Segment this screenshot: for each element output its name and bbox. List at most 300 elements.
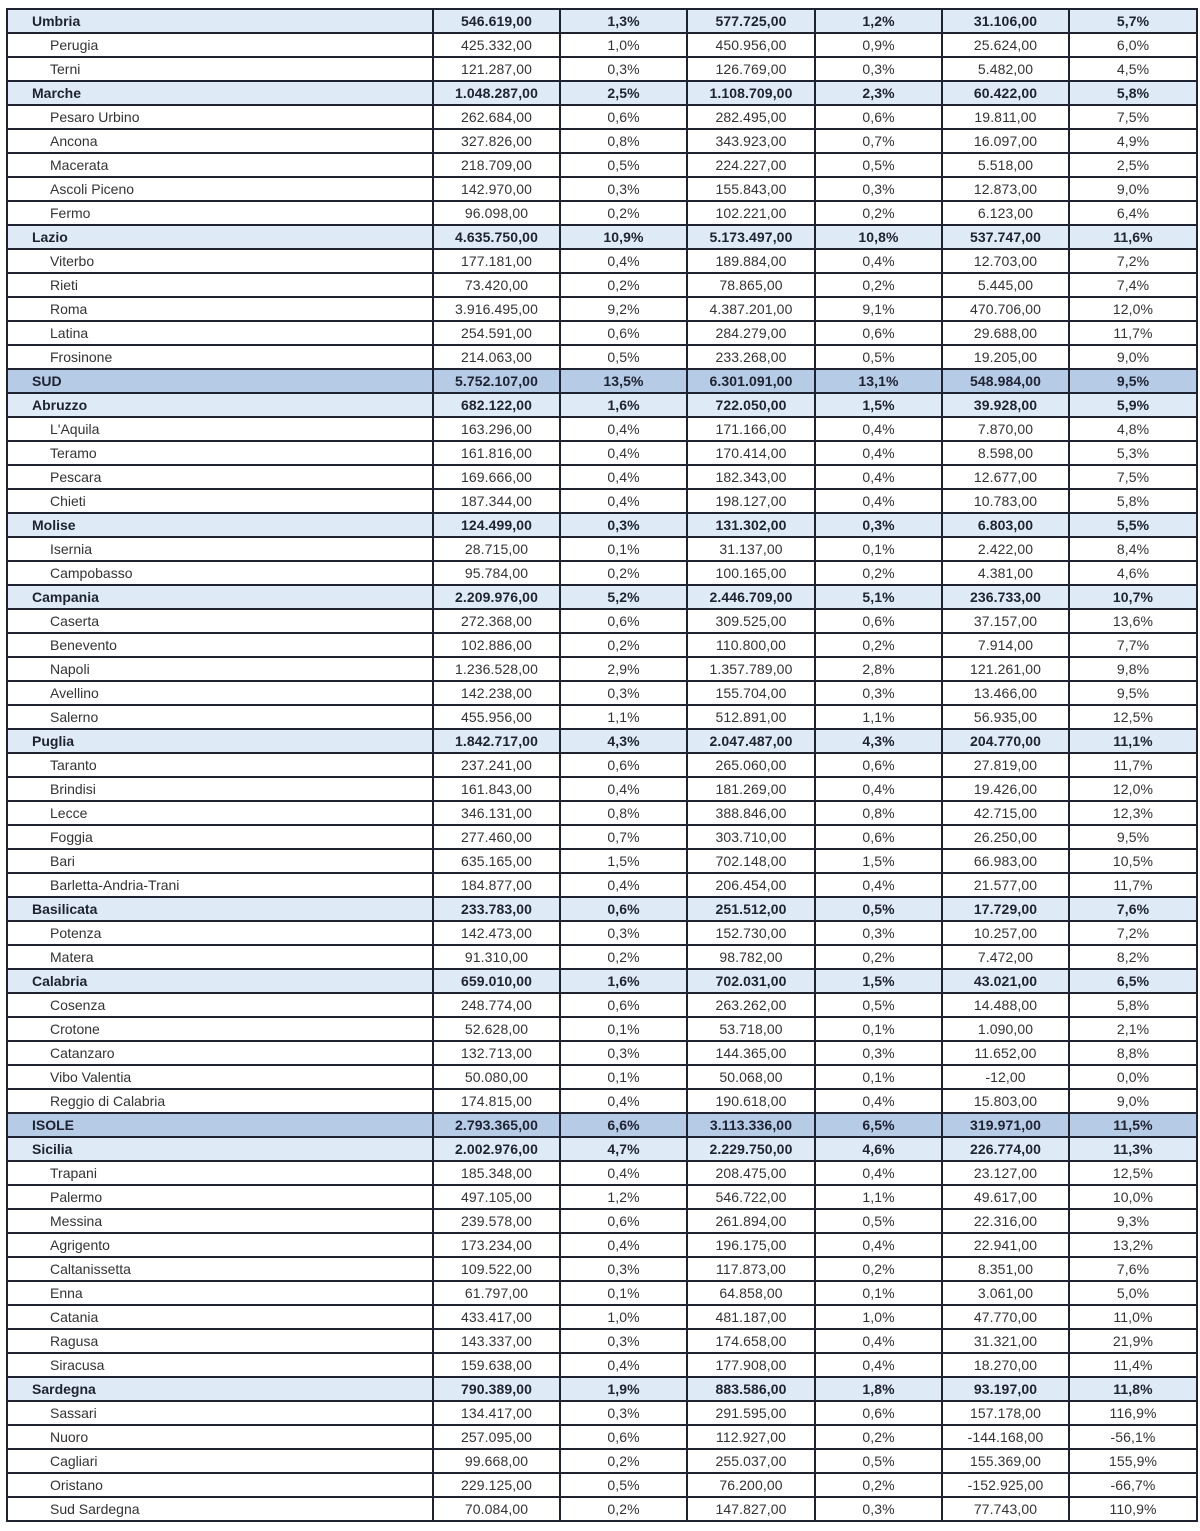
variation-percent-cell: 6,4% [1069, 201, 1197, 225]
value-2-cell: 343.923,00 [687, 129, 815, 153]
share-1-cell: 13,5% [560, 369, 687, 393]
area-name-cell: Sassari [7, 1401, 433, 1425]
area-name-cell: Sicilia [7, 1137, 433, 1161]
share-1-cell: 1,0% [560, 33, 687, 57]
value-1-cell: 96.098,00 [433, 201, 560, 225]
difference-cell: -152.925,00 [942, 1473, 1069, 1497]
variation-percent-cell: 5,9% [1069, 393, 1197, 417]
value-1-cell: 99.668,00 [433, 1449, 560, 1473]
value-1-cell: 497.105,00 [433, 1185, 560, 1209]
province-row [7, 441, 1197, 465]
difference-cell: 319.971,00 [942, 1113, 1069, 1137]
difference-cell: 66.983,00 [942, 849, 1069, 873]
region-row [7, 225, 1197, 249]
value-2-cell: 78.865,00 [687, 273, 815, 297]
share-1-cell: 0,2% [560, 201, 687, 225]
province-row [7, 1401, 1197, 1425]
area-name-cell: SUD [7, 369, 433, 393]
value-2-cell: 722.050,00 [687, 393, 815, 417]
share-1-cell: 0,4% [560, 873, 687, 897]
province-row [7, 1449, 1197, 1473]
share-2-cell: 0,5% [815, 897, 942, 921]
difference-cell: -12,00 [942, 1065, 1069, 1089]
share-2-cell: 0,4% [815, 489, 942, 513]
province-row [7, 201, 1197, 225]
share-1-cell: 2,9% [560, 657, 687, 681]
area-name-cell: Crotone [7, 1017, 433, 1041]
difference-cell: 10.783,00 [942, 489, 1069, 513]
share-2-cell: 0,6% [815, 609, 942, 633]
value-2-cell: 251.512,00 [687, 897, 815, 921]
difference-cell: 77.743,00 [942, 1497, 1069, 1521]
share-2-cell: 10,8% [815, 225, 942, 249]
value-1-cell: 682.122,00 [433, 393, 560, 417]
share-2-cell: 0,5% [815, 993, 942, 1017]
area-name-cell: Basilicata [7, 897, 433, 921]
difference-cell: 1.090,00 [942, 1017, 1069, 1041]
difference-cell: 12.873,00 [942, 177, 1069, 201]
share-2-cell: 0,4% [815, 777, 942, 801]
difference-cell: 470.706,00 [942, 297, 1069, 321]
area-name-cell: Campania [7, 585, 433, 609]
share-2-cell: 0,2% [815, 1257, 942, 1281]
share-2-cell: 1,8% [815, 1377, 942, 1401]
difference-cell: 226.774,00 [942, 1137, 1069, 1161]
value-2-cell: 174.658,00 [687, 1329, 815, 1353]
value-2-cell: 208.475,00 [687, 1161, 815, 1185]
value-2-cell: 1.108.709,00 [687, 81, 815, 105]
value-2-cell: 303.710,00 [687, 825, 815, 849]
area-name-cell: Sardegna [7, 1377, 433, 1401]
share-2-cell: 1,0% [815, 1305, 942, 1329]
value-1-cell: 239.578,00 [433, 1209, 560, 1233]
share-1-cell: 6,6% [560, 1113, 687, 1137]
value-1-cell: 237.241,00 [433, 753, 560, 777]
variation-percent-cell: 9,5% [1069, 369, 1197, 393]
variation-percent-cell: 5,8% [1069, 993, 1197, 1017]
value-2-cell: 190.618,00 [687, 1089, 815, 1113]
difference-cell: 5.445,00 [942, 273, 1069, 297]
variation-percent-cell: 0,0% [1069, 1065, 1197, 1089]
difference-cell: 17.729,00 [942, 897, 1069, 921]
share-1-cell: 0,5% [560, 1473, 687, 1497]
variation-percent-cell: 13,2% [1069, 1233, 1197, 1257]
variation-percent-cell: 13,6% [1069, 609, 1197, 633]
variation-percent-cell: 4,6% [1069, 561, 1197, 585]
area-name-cell: Puglia [7, 729, 433, 753]
value-2-cell: 181.269,00 [687, 777, 815, 801]
share-2-cell: 0,9% [815, 33, 942, 57]
area-name-cell: Terni [7, 57, 433, 81]
share-1-cell: 9,2% [560, 297, 687, 321]
difference-cell: 31.321,00 [942, 1329, 1069, 1353]
province-row [7, 921, 1197, 945]
value-1-cell: 159.638,00 [433, 1353, 560, 1377]
variation-percent-cell: 5,5% [1069, 513, 1197, 537]
share-1-cell: 0,3% [560, 681, 687, 705]
area-name-cell: Isernia [7, 537, 433, 561]
share-1-cell: 4,7% [560, 1137, 687, 1161]
area-name-cell: Molise [7, 513, 433, 537]
province-row [7, 705, 1197, 729]
share-2-cell: 0,4% [815, 1233, 942, 1257]
value-1-cell: 254.591,00 [433, 321, 560, 345]
value-1-cell: 546.619,00 [433, 9, 560, 33]
value-2-cell: 206.454,00 [687, 873, 815, 897]
area-name-cell: Chieti [7, 489, 433, 513]
region-row [7, 1377, 1197, 1401]
difference-cell: 6.123,00 [942, 201, 1069, 225]
region-row [7, 81, 1197, 105]
variation-percent-cell: 110,9% [1069, 1497, 1197, 1521]
area-name-cell: Teramo [7, 441, 433, 465]
share-1-cell: 0,2% [560, 1497, 687, 1521]
value-1-cell: 455.956,00 [433, 705, 560, 729]
share-2-cell: 0,4% [815, 249, 942, 273]
province-row [7, 1257, 1197, 1281]
variation-percent-cell: 11,0% [1069, 1305, 1197, 1329]
share-2-cell: 0,6% [815, 1401, 942, 1425]
share-2-cell: 0,3% [815, 513, 942, 537]
share-2-cell: 0,2% [815, 1473, 942, 1497]
difference-cell: 27.819,00 [942, 753, 1069, 777]
value-2-cell: 131.302,00 [687, 513, 815, 537]
area-name-cell: Napoli [7, 657, 433, 681]
share-2-cell: 1,5% [815, 393, 942, 417]
value-2-cell: 450.956,00 [687, 33, 815, 57]
value-2-cell: 112.927,00 [687, 1425, 815, 1449]
area-name-cell: Abruzzo [7, 393, 433, 417]
share-1-cell: 1,6% [560, 393, 687, 417]
difference-cell: 93.197,00 [942, 1377, 1069, 1401]
area-name-cell: Latina [7, 321, 433, 345]
share-1-cell: 0,6% [560, 897, 687, 921]
value-2-cell: 126.769,00 [687, 57, 815, 81]
value-2-cell: 481.187,00 [687, 1305, 815, 1329]
variation-percent-cell: 9,0% [1069, 1089, 1197, 1113]
province-row [7, 321, 1197, 345]
value-1-cell: 185.348,00 [433, 1161, 560, 1185]
share-1-cell: 0,7% [560, 825, 687, 849]
area-name-cell: ISOLE [7, 1113, 433, 1137]
share-1-cell: 1,6% [560, 969, 687, 993]
value-2-cell: 155.704,00 [687, 681, 815, 705]
difference-cell: 8.598,00 [942, 441, 1069, 465]
area-name-cell: Nuoro [7, 1425, 433, 1449]
difference-cell: 14.488,00 [942, 993, 1069, 1017]
area-name-cell: Benevento [7, 633, 433, 657]
value-2-cell: 512.891,00 [687, 705, 815, 729]
province-row [7, 33, 1197, 57]
share-2-cell: 4,6% [815, 1137, 942, 1161]
value-2-cell: 189.884,00 [687, 249, 815, 273]
region-row [7, 513, 1197, 537]
share-2-cell: 2,8% [815, 657, 942, 681]
area-name-cell: Lazio [7, 225, 433, 249]
province-row [7, 1497, 1197, 1521]
value-1-cell: 2.793.365,00 [433, 1113, 560, 1137]
variation-percent-cell: 11,8% [1069, 1377, 1197, 1401]
share-1-cell: 0,6% [560, 321, 687, 345]
value-2-cell: 883.586,00 [687, 1377, 815, 1401]
value-1-cell: 214.063,00 [433, 345, 560, 369]
share-1-cell: 1,1% [560, 705, 687, 729]
area-name-cell: Taranto [7, 753, 433, 777]
value-1-cell: 1.842.717,00 [433, 729, 560, 753]
share-2-cell: 0,6% [815, 753, 942, 777]
value-1-cell: 95.784,00 [433, 561, 560, 585]
variation-percent-cell: 11,3% [1069, 1137, 1197, 1161]
difference-cell: 548.984,00 [942, 369, 1069, 393]
difference-cell: 13.466,00 [942, 681, 1069, 705]
variation-percent-cell: -56,1% [1069, 1425, 1197, 1449]
variation-percent-cell: 10,7% [1069, 585, 1197, 609]
difference-cell: 121.261,00 [942, 657, 1069, 681]
difference-cell: 60.422,00 [942, 81, 1069, 105]
value-1-cell: 91.310,00 [433, 945, 560, 969]
difference-cell: 18.270,00 [942, 1353, 1069, 1377]
area-name-cell: Oristano [7, 1473, 433, 1497]
province-row [7, 1353, 1197, 1377]
share-1-cell: 0,3% [560, 1329, 687, 1353]
area-name-cell: Cosenza [7, 993, 433, 1017]
share-2-cell: 0,2% [815, 201, 942, 225]
value-1-cell: 132.713,00 [433, 1041, 560, 1065]
value-1-cell: 184.877,00 [433, 873, 560, 897]
difference-cell: 22.941,00 [942, 1233, 1069, 1257]
province-row [7, 57, 1197, 81]
share-2-cell: 0,4% [815, 441, 942, 465]
variation-percent-cell: 2,5% [1069, 153, 1197, 177]
value-1-cell: 173.234,00 [433, 1233, 560, 1257]
value-1-cell: 659.010,00 [433, 969, 560, 993]
value-1-cell: 52.628,00 [433, 1017, 560, 1041]
area-name-cell: Ancona [7, 129, 433, 153]
share-2-cell: 0,6% [815, 321, 942, 345]
share-2-cell: 0,5% [815, 345, 942, 369]
share-1-cell: 0,3% [560, 177, 687, 201]
share-2-cell: 0,4% [815, 873, 942, 897]
difference-cell: 23.127,00 [942, 1161, 1069, 1185]
variation-percent-cell: 5,8% [1069, 489, 1197, 513]
variation-percent-cell: 7,6% [1069, 897, 1197, 921]
variation-percent-cell: 7,4% [1069, 273, 1197, 297]
value-1-cell: 233.783,00 [433, 897, 560, 921]
difference-cell: 16.097,00 [942, 129, 1069, 153]
share-1-cell: 1,3% [560, 9, 687, 33]
difference-cell: 12.677,00 [942, 465, 1069, 489]
value-2-cell: 284.279,00 [687, 321, 815, 345]
province-row [7, 1041, 1197, 1065]
area-name-cell: Umbria [7, 9, 433, 33]
share-1-cell: 0,6% [560, 1425, 687, 1449]
value-2-cell: 1.357.789,00 [687, 657, 815, 681]
share-2-cell: 0,3% [815, 681, 942, 705]
province-row [7, 417, 1197, 441]
share-2-cell: 0,6% [815, 105, 942, 129]
difference-cell: 22.316,00 [942, 1209, 1069, 1233]
variation-percent-cell: 11,7% [1069, 753, 1197, 777]
value-2-cell: 152.730,00 [687, 921, 815, 945]
share-2-cell: 13,1% [815, 369, 942, 393]
difference-cell: 7.914,00 [942, 633, 1069, 657]
difference-cell: 236.733,00 [942, 585, 1069, 609]
share-1-cell: 0,3% [560, 57, 687, 81]
share-2-cell: 0,2% [815, 945, 942, 969]
province-row [7, 609, 1197, 633]
share-1-cell: 0,3% [560, 1401, 687, 1425]
value-1-cell: 28.715,00 [433, 537, 560, 561]
share-1-cell: 1,0% [560, 1305, 687, 1329]
difference-cell: 157.178,00 [942, 1401, 1069, 1425]
share-2-cell: 1,5% [815, 849, 942, 873]
share-1-cell: 0,1% [560, 1017, 687, 1041]
value-1-cell: 327.826,00 [433, 129, 560, 153]
value-1-cell: 4.635.750,00 [433, 225, 560, 249]
value-1-cell: 3.916.495,00 [433, 297, 560, 321]
value-2-cell: 224.227,00 [687, 153, 815, 177]
share-2-cell: 0,5% [815, 153, 942, 177]
value-1-cell: 61.797,00 [433, 1281, 560, 1305]
difference-cell: 47.770,00 [942, 1305, 1069, 1329]
share-2-cell: 0,3% [815, 57, 942, 81]
variation-percent-cell: 12,0% [1069, 297, 1197, 321]
variation-percent-cell: 11,7% [1069, 321, 1197, 345]
province-row [7, 1281, 1197, 1305]
variation-percent-cell: 116,9% [1069, 1401, 1197, 1425]
share-1-cell: 0,5% [560, 345, 687, 369]
difference-cell: 537.747,00 [942, 225, 1069, 249]
value-1-cell: 277.460,00 [433, 825, 560, 849]
share-1-cell: 0,2% [560, 1449, 687, 1473]
share-2-cell: 0,5% [815, 1209, 942, 1233]
value-1-cell: 102.886,00 [433, 633, 560, 657]
value-1-cell: 169.666,00 [433, 465, 560, 489]
area-name-cell: Caserta [7, 609, 433, 633]
share-2-cell: 0,3% [815, 921, 942, 945]
share-1-cell: 0,4% [560, 465, 687, 489]
province-row [7, 873, 1197, 897]
variation-percent-cell: 7,5% [1069, 105, 1197, 129]
province-row [7, 1425, 1197, 1449]
value-1-cell: 1.236.528,00 [433, 657, 560, 681]
province-row [7, 753, 1197, 777]
province-row [7, 465, 1197, 489]
difference-cell: 10.257,00 [942, 921, 1069, 945]
province-row [7, 633, 1197, 657]
value-2-cell: 76.200,00 [687, 1473, 815, 1497]
value-2-cell: 4.387.201,00 [687, 297, 815, 321]
share-2-cell: 0,2% [815, 633, 942, 657]
variation-percent-cell: 4,8% [1069, 417, 1197, 441]
difference-cell: 155.369,00 [942, 1449, 1069, 1473]
value-1-cell: 790.389,00 [433, 1377, 560, 1401]
value-2-cell: 2.229.750,00 [687, 1137, 815, 1161]
share-1-cell: 0,6% [560, 609, 687, 633]
variation-percent-cell: 155,9% [1069, 1449, 1197, 1473]
value-2-cell: 110.800,00 [687, 633, 815, 657]
value-1-cell: 161.816,00 [433, 441, 560, 465]
value-1-cell: 433.417,00 [433, 1305, 560, 1329]
variation-percent-cell: 4,5% [1069, 57, 1197, 81]
data-table [6, 8, 1198, 1522]
value-2-cell: 255.037,00 [687, 1449, 815, 1473]
area-name-cell: Catanzaro [7, 1041, 433, 1065]
value-1-cell: 262.684,00 [433, 105, 560, 129]
variation-percent-cell: 6,5% [1069, 969, 1197, 993]
province-row [7, 993, 1197, 1017]
area-name-cell: L'Aquila [7, 417, 433, 441]
difference-cell: 56.935,00 [942, 705, 1069, 729]
variation-percent-cell: 12,5% [1069, 705, 1197, 729]
variation-percent-cell: 9,3% [1069, 1209, 1197, 1233]
share-2-cell: 0,1% [815, 1065, 942, 1089]
share-1-cell: 0,1% [560, 1281, 687, 1305]
variation-percent-cell: 9,0% [1069, 177, 1197, 201]
difference-cell: 42.715,00 [942, 801, 1069, 825]
value-1-cell: 346.131,00 [433, 801, 560, 825]
value-2-cell: 702.031,00 [687, 969, 815, 993]
value-1-cell: 177.181,00 [433, 249, 560, 273]
share-1-cell: 0,4% [560, 1233, 687, 1257]
share-1-cell: 0,3% [560, 1257, 687, 1281]
variation-percent-cell: 11,4% [1069, 1353, 1197, 1377]
value-1-cell: 50.080,00 [433, 1065, 560, 1089]
share-2-cell: 0,6% [815, 825, 942, 849]
variation-percent-cell: 5,8% [1069, 81, 1197, 105]
value-2-cell: 6.301.091,00 [687, 369, 815, 393]
difference-cell: 39.928,00 [942, 393, 1069, 417]
variation-percent-cell: 9,5% [1069, 825, 1197, 849]
province-row [7, 537, 1197, 561]
share-2-cell: 2,3% [815, 81, 942, 105]
region-row [7, 969, 1197, 993]
value-1-cell: 73.420,00 [433, 273, 560, 297]
share-1-cell: 0,6% [560, 1209, 687, 1233]
variation-percent-cell: 11,1% [1069, 729, 1197, 753]
share-1-cell: 0,3% [560, 1041, 687, 1065]
variation-percent-cell: 11,7% [1069, 873, 1197, 897]
value-2-cell: 155.843,00 [687, 177, 815, 201]
share-1-cell: 0,5% [560, 153, 687, 177]
province-row [7, 1065, 1197, 1089]
share-1-cell: 1,9% [560, 1377, 687, 1401]
value-2-cell: 98.782,00 [687, 945, 815, 969]
variation-percent-cell: 8,2% [1069, 945, 1197, 969]
area-name-cell: Ragusa [7, 1329, 433, 1353]
share-2-cell: 0,5% [815, 1449, 942, 1473]
share-1-cell: 5,2% [560, 585, 687, 609]
value-2-cell: 177.908,00 [687, 1353, 815, 1377]
value-2-cell: 170.414,00 [687, 441, 815, 465]
value-1-cell: 5.752.107,00 [433, 369, 560, 393]
value-2-cell: 196.175,00 [687, 1233, 815, 1257]
area-name-cell: Lecce [7, 801, 433, 825]
share-1-cell: 0,6% [560, 993, 687, 1017]
variation-percent-cell: 11,6% [1069, 225, 1197, 249]
province-row [7, 105, 1197, 129]
share-1-cell: 0,8% [560, 801, 687, 825]
share-1-cell: 0,4% [560, 777, 687, 801]
value-2-cell: 53.718,00 [687, 1017, 815, 1041]
share-1-cell: 0,4% [560, 1089, 687, 1113]
area-name-cell: Frosinone [7, 345, 433, 369]
area-name-cell: Rieti [7, 273, 433, 297]
variation-percent-cell: 9,8% [1069, 657, 1197, 681]
variation-percent-cell: 7,7% [1069, 633, 1197, 657]
share-2-cell: 5,1% [815, 585, 942, 609]
province-row [7, 153, 1197, 177]
